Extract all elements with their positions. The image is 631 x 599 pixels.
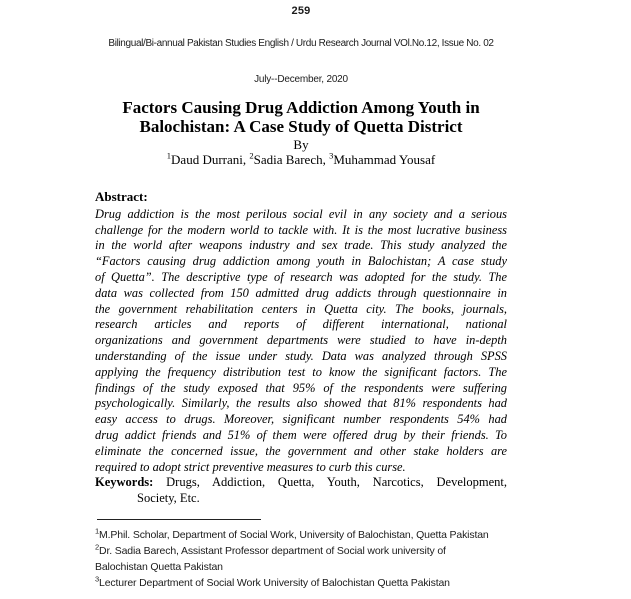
footnote-marker: 3 — [95, 574, 100, 584]
author-2-name: Sadia Barech, — [253, 152, 330, 167]
journal-header: Bilingual/Bi-annual Pakistan Studies English / Urdu Research Journal VOl.No.12, Issue No. 02 — [108, 38, 494, 49]
author-3 — [329, 152, 435, 167]
abstract-line: challenge for the modern world to tackle with. It is the most lucrative business — [95, 222, 507, 237]
page-number: 259 — [291, 5, 311, 17]
abstract-line: required to adopt strict preventive measures to curb this curse. — [95, 459, 406, 474]
footnote-text: Lecturer Department of Social Work University of Balochistan Quetta Pakistan — [99, 576, 450, 589]
author-2 — [249, 152, 329, 167]
footnotes-section — [95, 519, 507, 591]
keywords-label: Keywords: — [95, 475, 154, 490]
keywords-text: Drugs, Addiction, Quetta, Youth, Narcotics, Development, — [166, 475, 507, 490]
byline: By — [293, 137, 309, 152]
abstract-line: applying the frequency distribution test to know the significant factors. The — [95, 364, 507, 379]
footnote-marker: 1 — [95, 526, 100, 536]
keywords-line — [95, 475, 507, 491]
footnote-line — [95, 527, 507, 543]
abstract-line: drug addict friends and 51% of them were offered drug by their friends. To — [95, 427, 507, 442]
abstract-line: data was collected from 150 admitted drug addicts through questionnaire in — [95, 285, 507, 300]
abstract-line: “Factors causing drug addiction among youth in Balochistan; A case study — [95, 254, 507, 269]
abstract-line: organizations and government departments were studied to have in-depth — [95, 333, 507, 348]
footnote-separator-rule — [97, 519, 261, 520]
footnote-text: Balochistan Quetta Pakistan — [95, 560, 223, 573]
abstract-line: in the world after weapons industry and sex trade. This study analyzed the — [95, 238, 507, 253]
footnote-text: Dr. Sadia Barech, Assistant Professor department of Social work university of — [99, 544, 446, 557]
abstract-section — [95, 189, 507, 507]
footnote-marker: 2 — [95, 542, 100, 552]
abstract-line: findings of the study exposed that 95% of the respondents were suffering — [95, 380, 507, 395]
author-3-footnote-marker: 3 — [329, 150, 334, 161]
abstract-line: psychologically. Similarly, the results also showed that 81% respondents had — [95, 396, 507, 411]
abstract-line: easy access to drugs. Moreover, significant number respondents 54% had — [95, 412, 507, 427]
article-title-line2: Balochistan: A Case Study of Quetta District — [139, 117, 463, 136]
abstract-heading: Abstract: — [95, 189, 148, 204]
abstract-line: the government rehabilitation centers in Quetta city. The books, journals, — [95, 301, 507, 316]
author-1-name: Daud Durrani, — [171, 152, 250, 167]
page-content — [95, 0, 507, 591]
author-3-name: Muhammad Yousaf — [333, 152, 436, 167]
author-1 — [167, 152, 250, 167]
footnote-line — [95, 543, 507, 559]
footnote-line — [95, 575, 507, 591]
abstract-line: of Quetta”. The descriptive type of research was adopted for the study. The — [95, 269, 507, 284]
abstract-line: eliminate the concerned issue, the government and other stake holders are — [95, 443, 507, 458]
author-1-footnote-marker: 1 — [166, 150, 172, 161]
article-title — [95, 98, 507, 136]
issue-date: July--December, 2020 — [254, 74, 348, 85]
footnote-line — [95, 559, 507, 575]
keywords-continuation: Society, Etc. — [137, 491, 200, 506]
abstract-line: understanding of the issue under study. Data was analyzed through SPSS — [95, 348, 507, 363]
footnote-text: M.Phil. Scholar, Department of Social Work, University of Balochistan, Quetta Pakistan — [99, 528, 489, 541]
author-2-footnote-marker: 2 — [249, 150, 254, 161]
abstract-line: research articles and reports of different international, national — [95, 317, 507, 332]
authors-line — [95, 152, 507, 168]
article-title-line1: Factors Causing Drug Addiction Among Youth in — [122, 98, 480, 117]
abstract-line: Drug addiction is the most perilous social evil in any society and a serious — [95, 206, 507, 221]
